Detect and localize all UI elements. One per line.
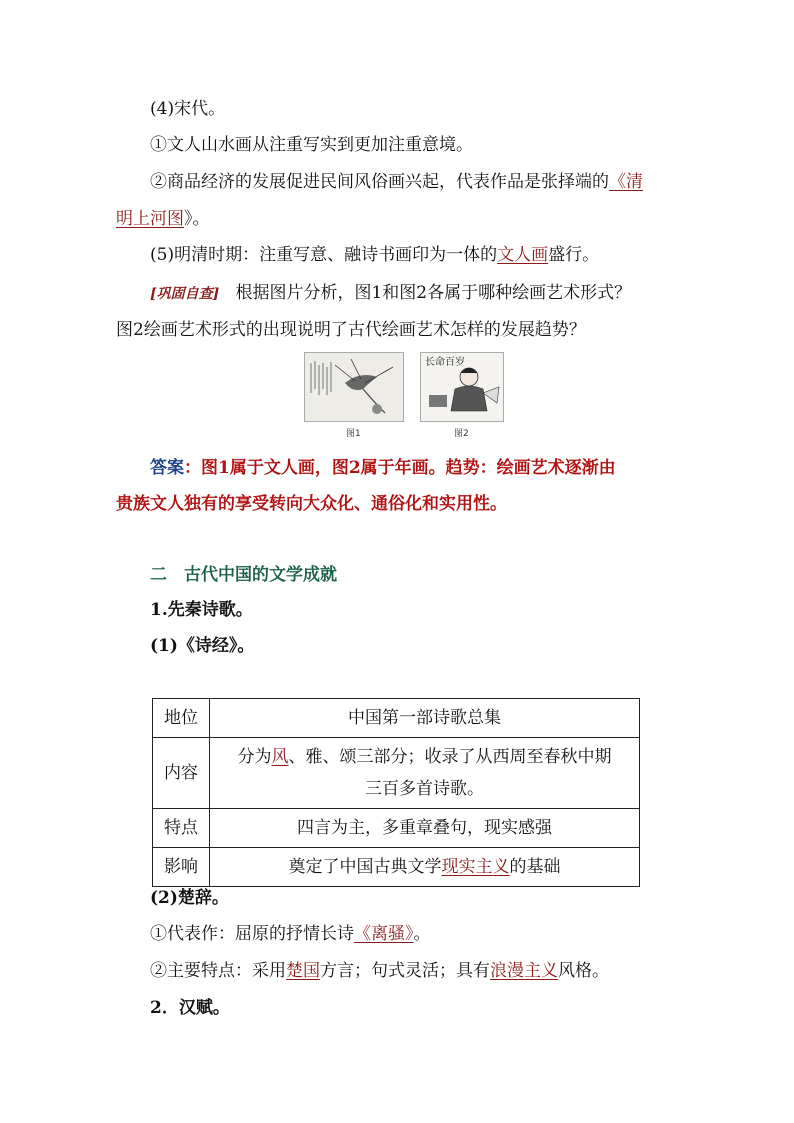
figure-1-image — [304, 352, 404, 422]
key-term: 文人画 — [497, 245, 549, 265]
section-title: 二 古代中国的文学成就 — [150, 565, 337, 585]
work-title: 明上河图 — [116, 209, 184, 229]
shijing-table — [152, 698, 640, 887]
ink-painting-icon — [305, 353, 403, 421]
table-value: 中国第一部诗歌总集 — [210, 699, 640, 738]
mingqing-line: (5)明清时期：注重写意、融诗书画印为一体的文人画盛行。 — [150, 245, 600, 265]
answer-line-1: 答案：图1属于文人画，图2属于年画。趋势：绘画艺术逐渐由 — [150, 458, 616, 478]
key-term: 《离骚》 — [354, 924, 414, 944]
shijing-heading: (1)《诗经》。 — [150, 636, 255, 656]
song-point-2-cont: 明上河图》。 — [116, 209, 210, 229]
chuci-features: ②主要特点：采用楚国方言；句式灵活；具有浪漫主义风格。 — [150, 961, 609, 981]
table-key: 地位 — [153, 699, 210, 738]
song-point-2: ②商品经济的发展促进民间风俗画兴起，代表作品是张择端的《清 — [150, 172, 643, 192]
check-question-cont: 图2绘画艺术形式的出现说明了古代绘画艺术怎样的发展趋势？ — [116, 320, 586, 340]
table-value: 分为风、雅、颂三部分；收录了从西周至春秋中期 三百多首诗歌。 — [210, 738, 640, 809]
key-term: 浪漫主义 — [490, 961, 558, 981]
table-key: 影响 — [153, 848, 210, 887]
table-value: 四言为主，多重章叠句，现实感强 — [210, 809, 640, 848]
table-row — [153, 738, 640, 809]
table-row — [153, 809, 640, 848]
figure-2-caption: 图2 — [454, 429, 469, 439]
key-term: 楚国 — [286, 961, 320, 981]
figure-1-caption: 图1 — [346, 429, 361, 439]
chuci-heading: (2)楚辞。 — [150, 888, 229, 908]
answer-label: 答案 — [150, 458, 184, 478]
check-question: [巩固自查] 根据图片分析，图1和图2各属于哪种绘画艺术形式？ — [150, 283, 632, 303]
table-row — [153, 848, 640, 887]
song-point-1: ①文人山水画从注重写实到更加注重意境。 — [150, 135, 473, 155]
work-title-fragment: 《清 — [609, 172, 643, 192]
new-year-painting-icon — [421, 353, 503, 421]
subsection-1: 1.先秦诗歌。 — [150, 600, 253, 620]
hanfu-heading: 2．汉赋。 — [150, 998, 230, 1018]
figure-group — [304, 352, 494, 442]
key-term: 风 — [271, 747, 289, 767]
answer-line-2: 贵族文人独有的享受转向大众化、通俗化和实用性。 — [116, 494, 507, 514]
figure-2-inscription: 长命百岁 — [425, 357, 465, 368]
table-row — [153, 699, 640, 738]
song-heading: (4)宋代。 — [150, 99, 226, 119]
review-tag: [巩固自查] — [150, 286, 220, 302]
table-value: 奠定了中国古典文学现实主义的基础 — [210, 848, 640, 887]
key-term: 现实主义 — [441, 857, 510, 877]
table-key: 内容 — [153, 738, 210, 809]
chuci-representative: ①代表作：屈原的抒情长诗《离骚》。 — [150, 924, 431, 944]
table-key: 特点 — [153, 809, 210, 848]
figure-2-image — [420, 352, 504, 422]
